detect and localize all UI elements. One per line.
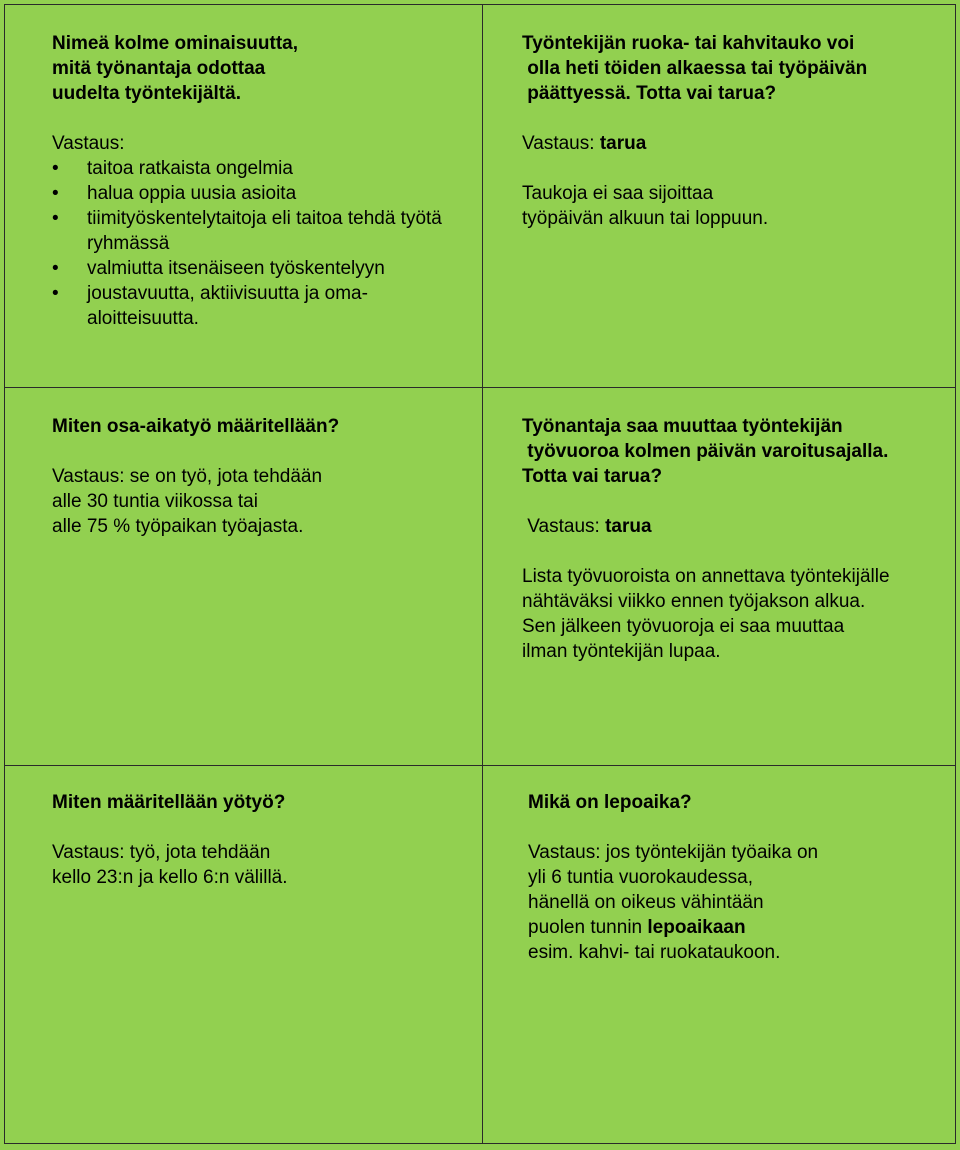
answer-line: Vastaus: tarua <box>522 133 647 154</box>
answer-value: tarua <box>599 133 647 154</box>
explanation-text: Taukoja ei saa sijoittaa työpäivän alkuun tai loppuun. <box>522 183 769 229</box>
question-text: Työntekijän ruoka- tai kahvitauko voi olla heti töiden alkaessa tai työpäivän päättyessä. Totta vai tarua? <box>522 33 868 104</box>
answer-text: Vastaus: jos työntekijän työaika on yli 6 tuntia vuorokaudessa, hänellä on oikeus vähintään puolen tunnin lepoaikaan esim. kahvi- tai ruokataukoon. <box>528 842 819 963</box>
question-text: Miten osa-aikatyö määritellään? <box>52 416 340 437</box>
answer-label: Vastaus: <box>52 133 125 154</box>
question-text: Nimeä kolme ominaisuutta, mitä työnantaja odottaa uudelta työntekijältä. <box>52 33 299 104</box>
card-break-timing <box>482 4 956 388</box>
card-part-time <box>4 388 482 766</box>
list-item: • taitoa ratkaista ongelmia <box>52 156 472 181</box>
list-item: • joustavuutta, aktiivisuutta ja oma-aloitteisuutta. <box>52 281 472 331</box>
answer-text: Vastaus: se on työ, jota tehdään alle 30 tuntia viikossa tai alle 75 % työpaikan työajasta. <box>52 466 323 537</box>
list-item: • valmiutta itsenäiseen työskentelyyn <box>52 256 472 281</box>
answer-text: Vastaus: työ, jota tehdään kello 23:n ja kello 6:n välillä. <box>52 842 288 888</box>
answer-value: tarua <box>605 516 652 537</box>
card-shift-change <box>482 388 956 766</box>
question-text: Miten määritellään yötyö? <box>52 792 286 813</box>
card-rest-period <box>482 766 956 1144</box>
question-text: Mikä on lepoaika? <box>528 792 692 813</box>
highlighted-term: lepoaikaan <box>647 917 746 938</box>
answer-list <box>52 156 472 331</box>
list-item: • halua oppia uusia asioita <box>52 181 472 206</box>
explanation-text: Lista työvuoroista on annettava työntekijälle nähtäväksi viikko ennen työjakson alkua. Sen jälkeen työvuoroja ei saa muuttaa ilman työntekijän lupaa. <box>522 566 890 662</box>
question-text: Työnantaja saa muuttaa työntekijän työvuoroa kolmen päivän varoitusajalla. Totta vai tarua? <box>522 416 889 487</box>
list-item: • tiimityöskentelytaitoja eli taitoa tehdä työtä ryhmässä <box>52 206 472 256</box>
card-qualities <box>4 4 482 388</box>
answer-line: Vastaus: tarua <box>522 516 652 537</box>
card-night-work <box>4 766 482 1144</box>
